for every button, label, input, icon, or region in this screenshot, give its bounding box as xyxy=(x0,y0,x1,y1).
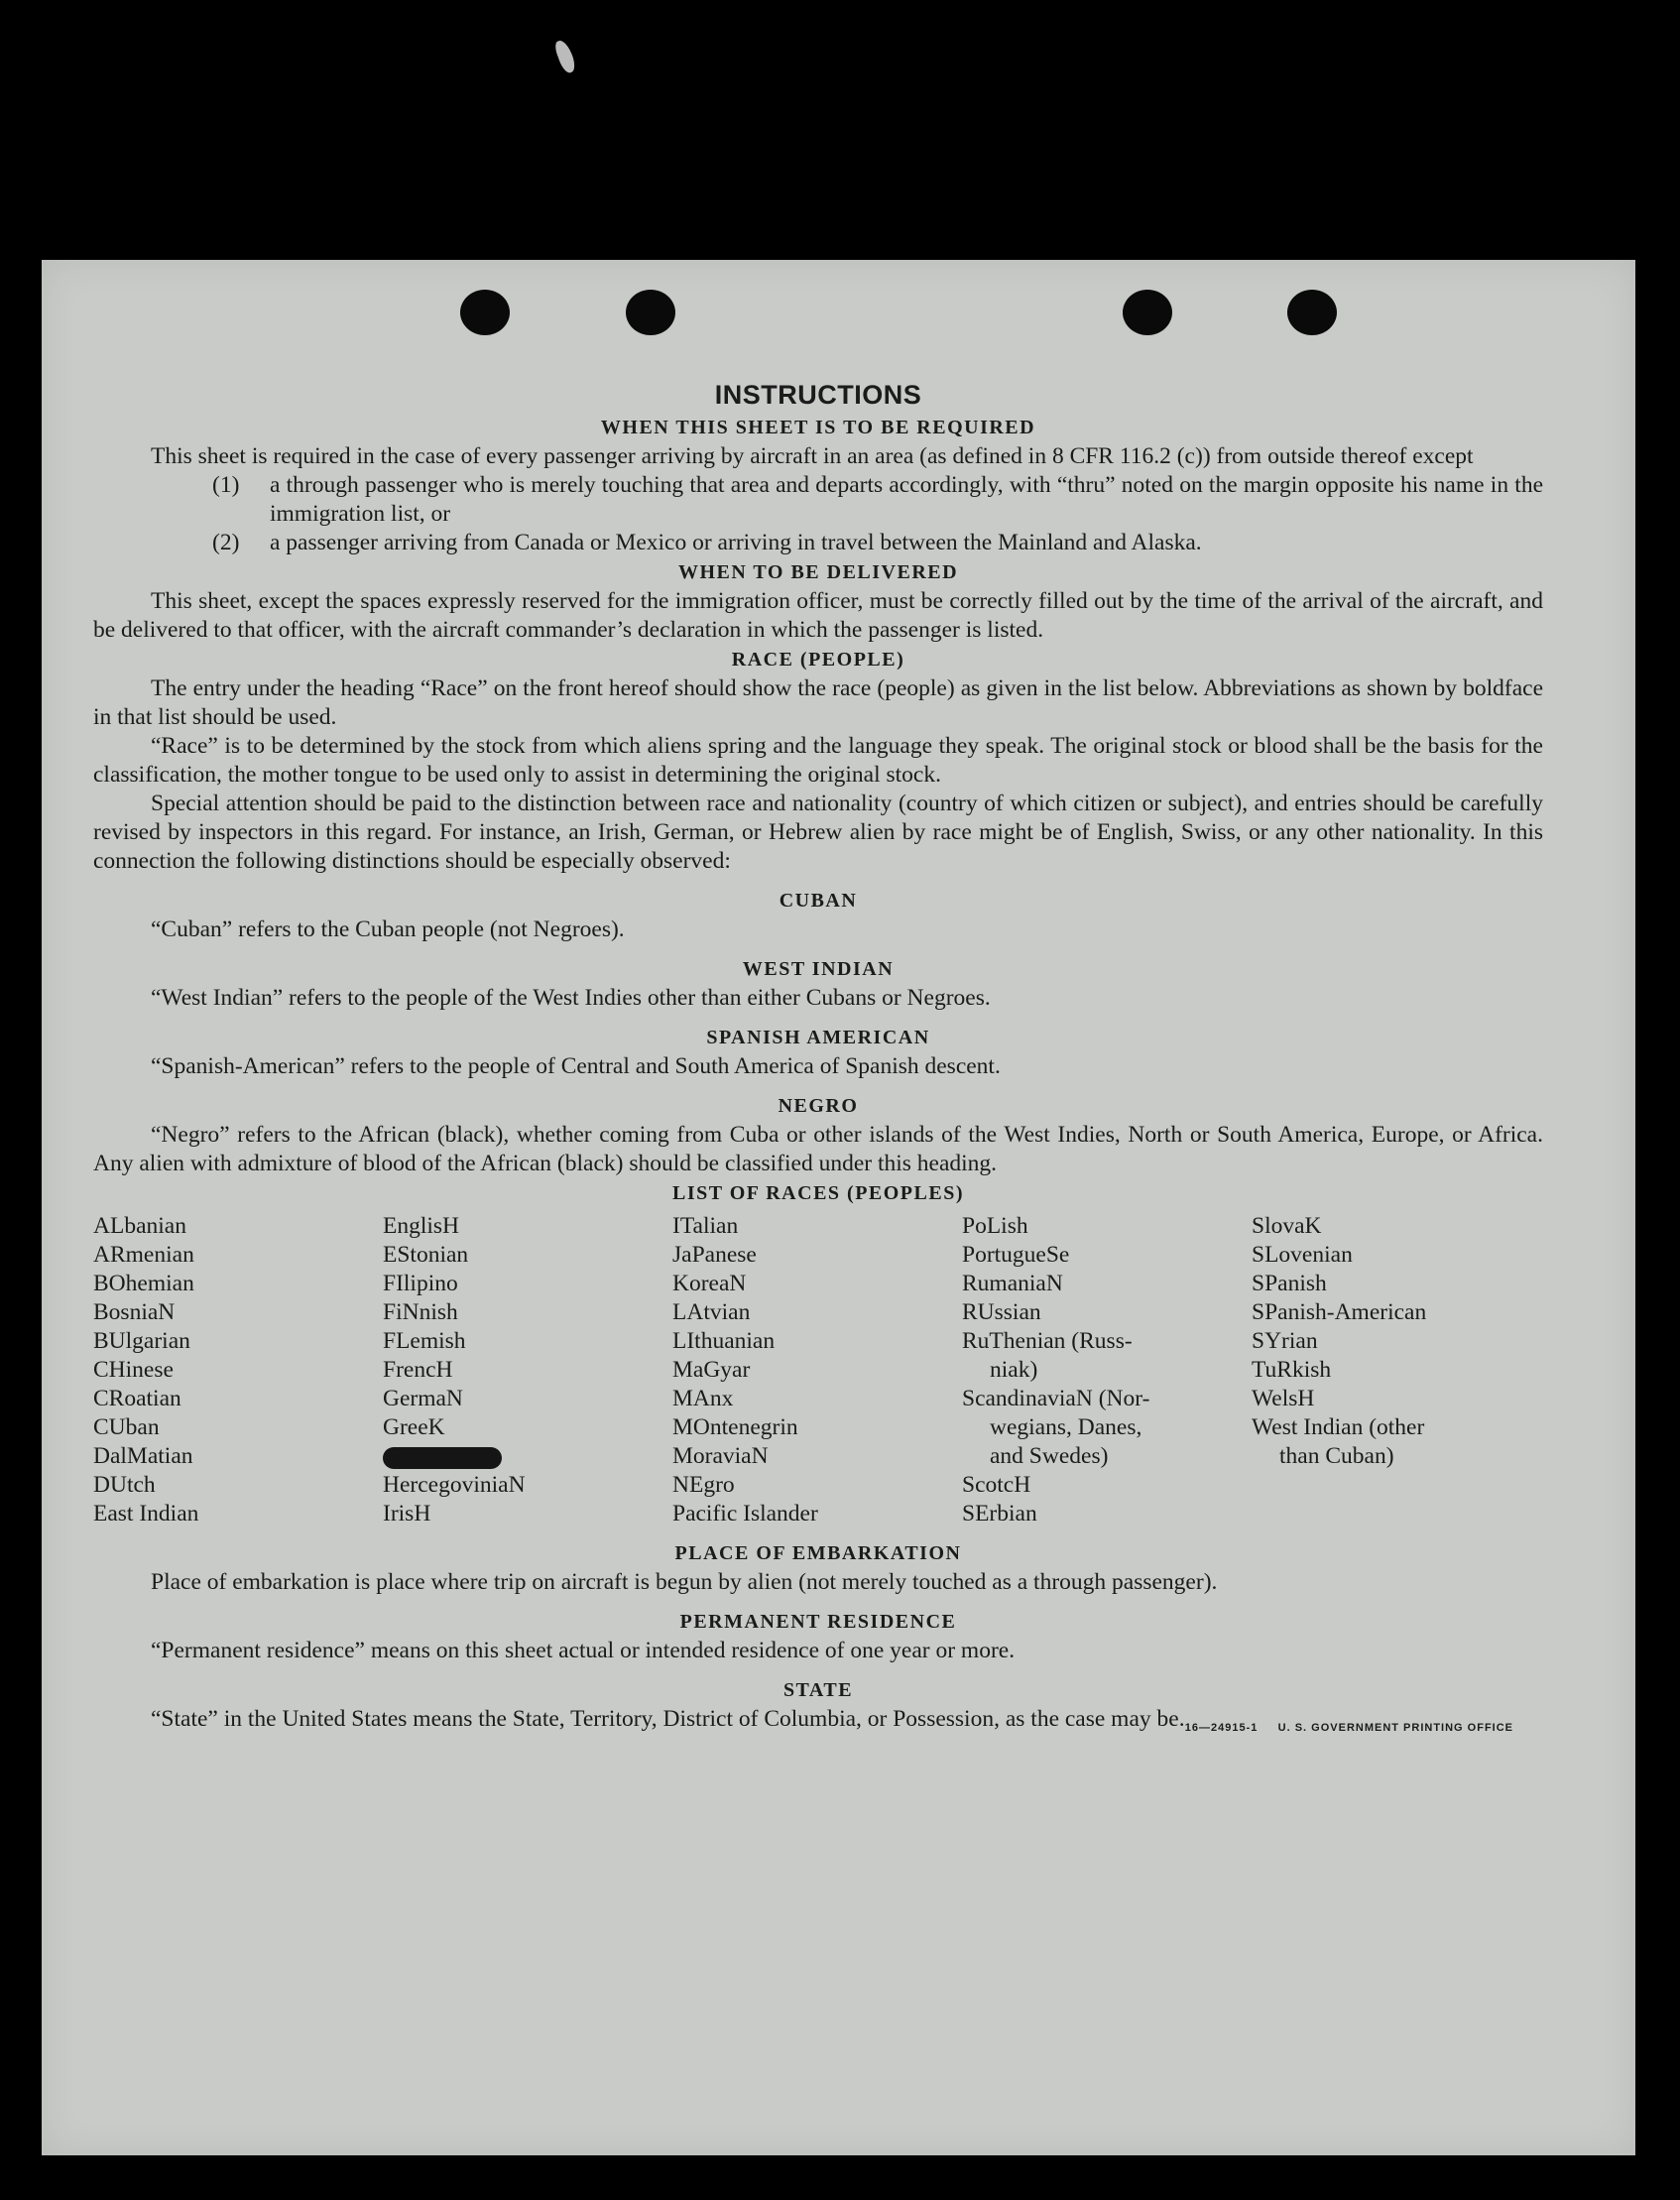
race-entry: East Indian xyxy=(93,1501,199,1527)
section-heading-races-list: LIST OF RACES (PEOPLES) xyxy=(671,1182,964,1204)
race-entry: KoreaN xyxy=(672,1271,747,1296)
cuban-text: “Cuban” refers to the Cuban people (not Negroes). xyxy=(151,917,625,942)
race-entry: EStonian xyxy=(383,1242,469,1268)
dust-speck xyxy=(553,39,578,75)
race-entry: BosniaN xyxy=(93,1299,176,1325)
printer-name: U. S. GOVERNMENT PRINTING OFFICE xyxy=(1277,1722,1513,1734)
race-entry: niak) xyxy=(990,1357,1038,1383)
race-entry: BUlgarian xyxy=(93,1328,190,1354)
race-entry: MAnx xyxy=(672,1386,734,1411)
races-column xyxy=(962,1212,1252,1528)
race-entry: BOhemian xyxy=(93,1271,194,1296)
race-entry: and Swedes) xyxy=(990,1443,1109,1469)
section-heading-state: STATE xyxy=(782,1679,854,1701)
race-entry: RuThenian (Russ- xyxy=(962,1328,1133,1354)
races-column xyxy=(672,1212,962,1528)
race-entry: SPanish-American xyxy=(1252,1299,1427,1325)
redaction-mark xyxy=(383,1447,502,1469)
section-heading-cuban: CUBAN xyxy=(779,890,858,912)
race-paragraph: The entry under the heading “Race” on the front hereof should show the race (people) as given in the list below. Abbreviations as shown by boldface in that list should be used. xyxy=(93,675,1543,730)
punch-hole xyxy=(626,290,675,335)
section-heading-west-indian: WEST INDIAN xyxy=(742,958,895,980)
race-entry: ALbanian xyxy=(93,1213,186,1239)
section-heading-embarkation: PLACE OF EMBARKATION xyxy=(674,1542,962,1564)
race-entry: SYrian xyxy=(1252,1328,1318,1354)
race-entry: FLemish xyxy=(383,1328,466,1354)
race-entry: PoLish xyxy=(962,1213,1028,1239)
section-heading-spanish-american: SPANISH AMERICAN xyxy=(706,1027,930,1048)
exception-item: (2) a passenger arriving from Canada or Mexico or arriving in travel between the Mainland and Alaska. xyxy=(212,530,1202,555)
race-entry: SPanish xyxy=(1252,1271,1327,1296)
section-heading-residence: PERMANENT RESIDENCE xyxy=(679,1611,957,1633)
page-title: INSTRUCTIONS xyxy=(714,380,922,410)
printer-imprint xyxy=(1185,1722,1513,1734)
race-entry: RUssian xyxy=(962,1299,1041,1325)
spanish-american-text: “Spanish-American” refers to the people of Central and South America of Spanish descent. xyxy=(151,1053,1001,1079)
redacted-entry xyxy=(383,1442,672,1471)
race-entry: GreeK xyxy=(383,1414,445,1440)
required-intro: This sheet is required in the case of every passenger arriving by aircraft in an area (as defined in 8 CFR 116.2 (c)) from outside thereof except xyxy=(151,443,1474,469)
race-entry: RumaniaN xyxy=(962,1271,1063,1296)
form-number: 16—24915-1 xyxy=(1184,1722,1259,1734)
race-entry: JaPanese xyxy=(672,1242,757,1268)
race-entry: ITalian xyxy=(672,1213,739,1239)
race-entry: FrencH xyxy=(383,1357,453,1383)
races-column xyxy=(383,1212,672,1528)
race-entry: LIthuanian xyxy=(672,1328,776,1354)
race-entry: Pacific Islander xyxy=(672,1501,818,1527)
race-entry: CRoatian xyxy=(93,1386,181,1411)
race-entry: NEgro xyxy=(672,1472,735,1498)
embarkation-text: Place of embarkation is place where trip on aircraft is begun by alien (not merely touched as a through passenger). xyxy=(151,1569,1218,1595)
footer-area xyxy=(93,1705,1543,1734)
race-entry: CHinese xyxy=(93,1357,174,1383)
race-entry: PortugueSe xyxy=(962,1242,1070,1268)
race-entry: SLovenian xyxy=(1252,1242,1353,1268)
race-entry: West Indian (other xyxy=(1252,1414,1425,1440)
race-entry: DalMatian xyxy=(93,1443,193,1469)
section-heading-race: RACE (PEOPLE) xyxy=(731,649,905,671)
race-entry: TuRkish xyxy=(1252,1357,1332,1383)
exception-list xyxy=(93,471,1543,557)
section-heading-required: WHEN THIS SHEET IS TO BE REQUIRED xyxy=(600,417,1036,438)
punch-hole xyxy=(1123,290,1172,335)
race-paragraph: “Race” is to be determined by the stock from which aliens spring and the language they speak. The original stock or blood shall be the basis for the classification, the mother tongue to be used only to assist in determining the original stock. xyxy=(93,733,1543,788)
race-entry: ARmenian xyxy=(93,1242,194,1268)
race-paragraph: Special attention should be paid to the distinction between race and nationality (country of which citizen or subject), and entries should be carefully revised by inspectors in this regard. For instance, an Irish, German, or Hebrew alien by race might be of English, Swiss, or any other nationality. In this connection the following distinctions should be especially observed: xyxy=(93,791,1543,874)
race-entry: wegians, Danes, xyxy=(990,1414,1142,1440)
race-entry: MOntenegrin xyxy=(672,1414,798,1440)
race-entry: FiNnish xyxy=(383,1299,458,1325)
race-entry: SErbian xyxy=(962,1501,1037,1527)
race-entry: WelsH xyxy=(1252,1386,1315,1411)
west-indian-text: “West Indian” refers to the people of the West Indies other than either Cubans or Negroes. xyxy=(151,985,991,1011)
race-entry: SlovaK xyxy=(1252,1213,1322,1239)
race-entry: GermaN xyxy=(383,1386,463,1411)
race-entry: IrisH xyxy=(383,1501,431,1527)
race-entry: ScotcH xyxy=(962,1472,1031,1498)
race-entry: DUtch xyxy=(93,1472,156,1498)
race-entry: FIlipino xyxy=(383,1271,458,1296)
punch-hole xyxy=(460,290,510,335)
form-sheet xyxy=(42,260,1635,2155)
state-text: “State” in the United States means the State, Territory, District of Columbia, or Possession, as the case may be. xyxy=(151,1706,1185,1732)
race-entry: LAtvian xyxy=(672,1299,751,1325)
race-entry: HercegoviniaN xyxy=(383,1472,526,1498)
race-entry: EnglisH xyxy=(383,1213,460,1239)
races-column xyxy=(93,1212,383,1528)
race-entry: ScandinaviaN (Nor- xyxy=(962,1386,1150,1411)
document-body xyxy=(93,377,1543,1734)
races-list xyxy=(93,1212,1543,1528)
residence-text: “Permanent residence” means on this sheet actual or intended residence of one year or more. xyxy=(151,1638,1016,1663)
race-entry: CUban xyxy=(93,1414,160,1440)
negro-text: “Negro” refers to the African (black), whether coming from Cuba or other islands of the West Indies, North or South America, Europe, or Africa. Any alien with admixture of blood of the African (black) should be classified under this heading. xyxy=(93,1122,1543,1176)
delivered-text: This sheet, except the spaces expressly reserved for the immigration officer, must be correctly filled out by the time of the arrival of the aircraft, and be delivered to that officer, with the aircraft commander’s declaration in which the passenger is listed. xyxy=(93,588,1543,643)
exception-item: (1) a through passenger who is merely touching that area and departs accordingly, with “thru” noted on the margin opposite his name in the immigration list, or xyxy=(212,472,1543,527)
race-entry: than Cuban) xyxy=(1279,1443,1394,1469)
punch-hole xyxy=(1287,290,1337,335)
race-entry: MoraviaN xyxy=(672,1443,769,1469)
section-heading-delivered: WHEN TO BE DELIVERED xyxy=(677,561,959,583)
section-heading-negro: NEGRO xyxy=(778,1095,859,1117)
races-column xyxy=(1252,1212,1541,1528)
race-entry: MaGyar xyxy=(672,1357,751,1383)
